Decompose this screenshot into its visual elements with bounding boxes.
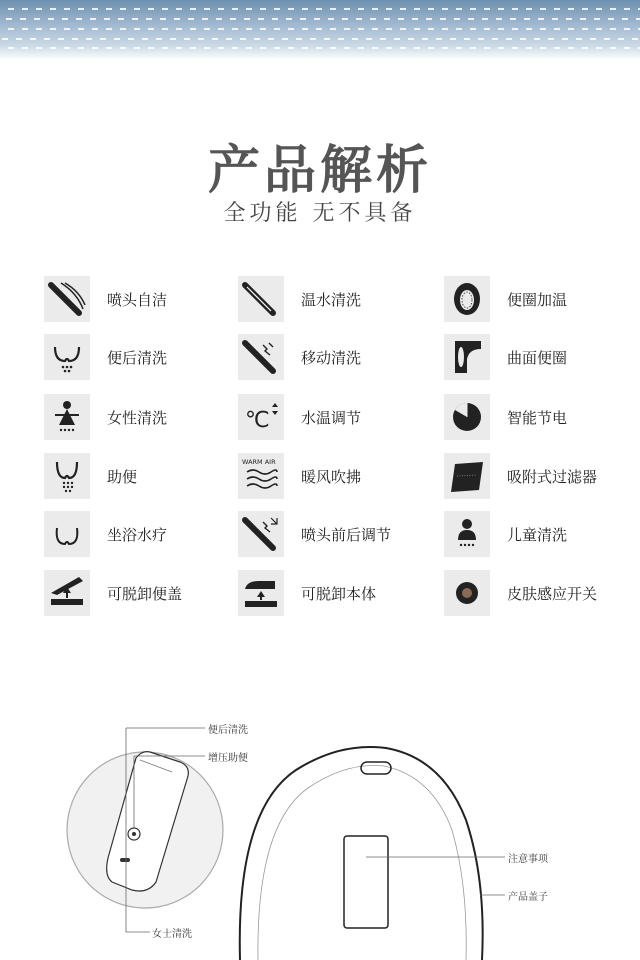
feature-label: 可脱卸本体 [301, 584, 377, 603]
filter-icon [447, 456, 487, 496]
nozzle-self-clean-icon [47, 279, 87, 319]
child-wash-icon [447, 514, 487, 554]
feature-assist [44, 452, 137, 500]
feature-nozzle-position [238, 510, 391, 558]
callout-feminine-wash: 女士清洗 [152, 929, 192, 940]
spa-wash-icon [47, 514, 87, 554]
feature-child-wash [444, 510, 567, 558]
feature-warm-air-dryer [238, 452, 361, 500]
callout-notice: 注意事项 [508, 854, 548, 865]
feature-label: 便圈加温 [507, 290, 568, 309]
feature-spa-wash [44, 510, 167, 558]
callout-lid: 产品盖子 [508, 892, 548, 903]
celsius-glyph: ℃ [245, 408, 270, 433]
warm-water-wash-icon [241, 279, 281, 319]
feature-seat-heating [444, 275, 567, 323]
feature-label: 吸附式过滤器 [507, 467, 598, 486]
feature-label: 女性清洗 [107, 408, 168, 427]
feature-power-saving [444, 393, 567, 441]
feature-nozzle-self-clean [44, 275, 167, 323]
callout-rear-wash: 便后清洗 [208, 725, 248, 736]
detachable-lid-icon [47, 573, 87, 613]
feature-label: 暖风吹拂 [301, 467, 362, 486]
feature-label: 曲面便圈 [507, 348, 568, 367]
product-line-drawing [0, 700, 640, 960]
feature-label: 坐浴水疗 [107, 525, 168, 544]
feature-filter [444, 452, 597, 500]
feature-label: 水温调节 [301, 408, 362, 427]
oscillating-wash-icon [241, 337, 281, 377]
power-saving-icon [447, 397, 487, 437]
assist-icon [47, 456, 87, 496]
feature-warm-water-wash [238, 275, 361, 323]
rear-wash-icon [47, 337, 87, 377]
page-title: 产品解析 [207, 141, 432, 201]
warm-air-glyph: WARM AIR [242, 458, 276, 466]
callout-pressure-assist: 增压助便 [208, 753, 248, 764]
feature-label: 皮肤感应开关 [507, 584, 598, 603]
product-diagram [0, 700, 640, 960]
feature-oscillating-wash [238, 333, 361, 381]
water-temperature-icon [241, 397, 281, 437]
seat-heating-icon [447, 279, 487, 319]
feature-water-temperature [238, 393, 361, 441]
curved-seat-icon [447, 337, 487, 377]
nozzle-position-icon [241, 514, 281, 554]
detachable-body-icon [241, 573, 281, 613]
page-subtitle: 全功能 无不具备 [223, 201, 417, 226]
feature-label: 智能节电 [507, 408, 568, 427]
feature-label: 温水清洗 [301, 290, 362, 309]
skin-sensor-icon [447, 573, 487, 613]
feature-label: 可脱卸便盖 [107, 584, 183, 603]
warm-air-dryer-icon [241, 456, 281, 496]
feature-curved-seat [444, 333, 567, 381]
feature-label: 喷头前后调节 [301, 525, 392, 544]
header-sea-image [0, 0, 640, 60]
feature-rear-wash [44, 333, 167, 381]
feminine-wash-icon [47, 397, 87, 437]
feature-label: 移动清洗 [301, 348, 362, 367]
feature-label: 便后清洗 [107, 348, 168, 367]
feature-label: 喷头自洁 [107, 290, 168, 309]
feature-skin-sensor [444, 569, 597, 617]
feature-label: 助便 [107, 467, 138, 486]
feature-detachable-body [238, 569, 376, 617]
feature-feminine-wash [44, 393, 167, 441]
feature-label: 儿童清洗 [507, 525, 568, 544]
feature-detachable-lid [44, 569, 182, 617]
